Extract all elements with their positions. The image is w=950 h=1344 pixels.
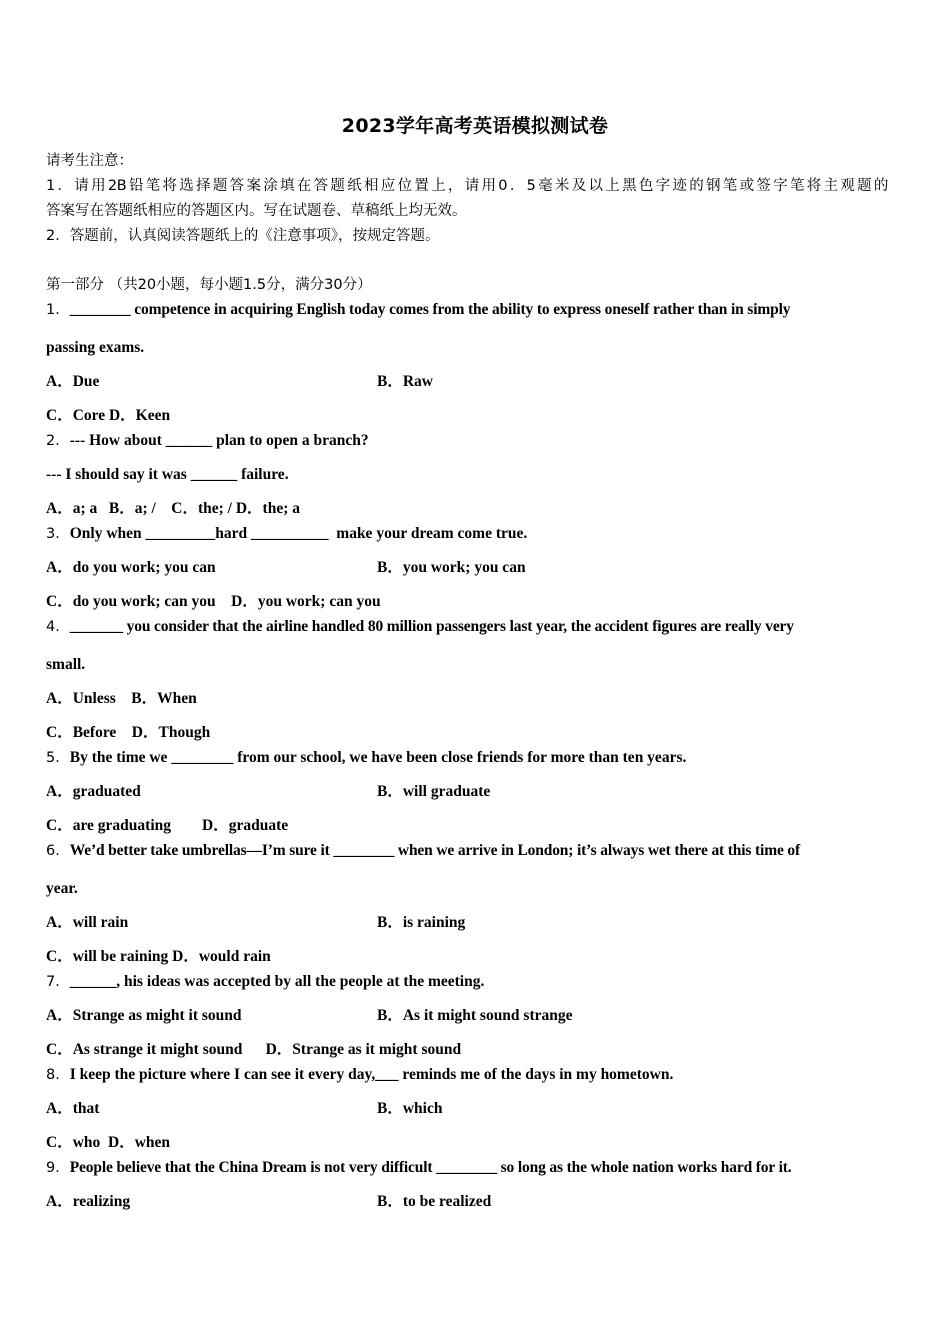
question-5-option-b: B．will graduate [377, 783, 491, 800]
question-text: ______, his ideas was accepted by all the people at the meeting. [69, 973, 485, 990]
question-8-option-b: B．which [377, 1100, 443, 1117]
question-text: ________ competence in acquiring English today comes from the ability to express oneself rather than in simply [69, 301, 791, 318]
question-2-options: A．a; a B．a; / C．the; / D．the; a [46, 500, 301, 517]
notice-heading: 请考生注意： [46, 153, 133, 169]
question-number: 3． [46, 526, 70, 542]
question-9 [46, 1158, 791, 1178]
page-title: 2023学年高考英语模拟测试卷 [341, 115, 609, 137]
question-number: 7． [46, 974, 70, 990]
question-1 [46, 300, 790, 320]
question-4-options-ab: A．Unless B．When [46, 690, 197, 707]
question-number: 9． [46, 1160, 70, 1176]
question-8-options-cd: C．who D．when [46, 1134, 171, 1151]
question-number: 8． [46, 1067, 70, 1083]
question-2-response: --- I should say it was ______ failure. [46, 466, 289, 483]
question-1-option-a: A．Due [46, 373, 100, 390]
question-1-option-b: B．Raw [377, 373, 433, 390]
question-number: 1． [46, 302, 70, 318]
question-5-option-a: A．graduated [46, 783, 141, 800]
question-7-options-cd: C．As strange it might sound D．Strange as it might sound [46, 1041, 462, 1058]
question-7-option-b: B．As it might sound strange [377, 1007, 573, 1024]
question-7-option-a: A．Strange as might it sound [46, 1007, 242, 1024]
notice-item-2: 2．答题前，认真阅读答题纸上的《注意事项》，按规定答题。 [46, 228, 440, 244]
question-5-options-cd: C．are graduating D．graduate [46, 817, 289, 834]
question-1-continued: passing exams. [46, 339, 145, 356]
question-text: --- How about ______ plan to open a branch? [69, 432, 369, 449]
question-7 [46, 972, 484, 992]
question-text: We’d better take umbrellas—I’m sure it ________ when we arrive in London; it’s always wet there at this time of [69, 842, 801, 859]
question-8 [46, 1065, 673, 1085]
question-2 [46, 431, 369, 451]
question-4 [46, 617, 794, 637]
question-3-option-b: B．you work; you can [377, 559, 526, 576]
question-6-option-b: B．is raining [377, 914, 466, 931]
notice-item-1-text: 1．请用2B铅笔将选择题答案涂填在答题纸相应位置上，请用0．5毫米及以上黑色字迹的钢笔或签字笔将主观题的 [46, 178, 888, 194]
question-6-continued: year. [46, 880, 78, 897]
question-text: By the time we ________ from our school, we have been close friends for more than ten years. [69, 749, 687, 766]
question-4-options-cd: C．Before D．Though [46, 724, 211, 741]
question-number: 5． [46, 750, 70, 766]
notice-item-1-line-2: 答案写在答题纸相应的答题区内。写在试题卷、草稿纸上均无效。 [46, 203, 467, 219]
question-number: 2． [46, 433, 70, 449]
question-6-options-cd: C．will be raining D．would rain [46, 948, 271, 965]
question-3 [46, 524, 527, 544]
question-3-option-a: A．do you work; you can [46, 559, 216, 576]
question-number: 6． [46, 843, 70, 859]
question-text: People believe that the China Dream is not very difficult ________ so long as the whole nation works hard for it. [69, 1159, 792, 1176]
question-text: Only when _________hard __________ make your dream come true. [69, 525, 528, 542]
question-9-option-a: A．realizing [46, 1193, 131, 1210]
question-8-option-a: A．that [46, 1100, 100, 1117]
question-text: I keep the picture where I can see it every day,___ reminds me of the days in my hometown. [69, 1066, 674, 1083]
notice-item-1-line-1 [46, 176, 888, 196]
question-1-options-cd: C．Core D．Keen [46, 407, 171, 424]
question-6 [46, 841, 800, 861]
question-6-option-a: A．will rain [46, 914, 129, 931]
question-5 [46, 748, 686, 768]
section-heading: 第一部分 （共20小题，每小题1.5分，满分30分） [46, 277, 372, 293]
question-text: _______ you consider that the airline handled 80 million passengers last year, the accident figures are really very [69, 618, 794, 635]
question-4-continued: small. [46, 656, 86, 673]
question-number: 4． [46, 619, 70, 635]
question-3-options-cd: C．do you work; can you D．you work; can you [46, 593, 381, 610]
question-9-option-b: B．to be realized [377, 1193, 492, 1210]
